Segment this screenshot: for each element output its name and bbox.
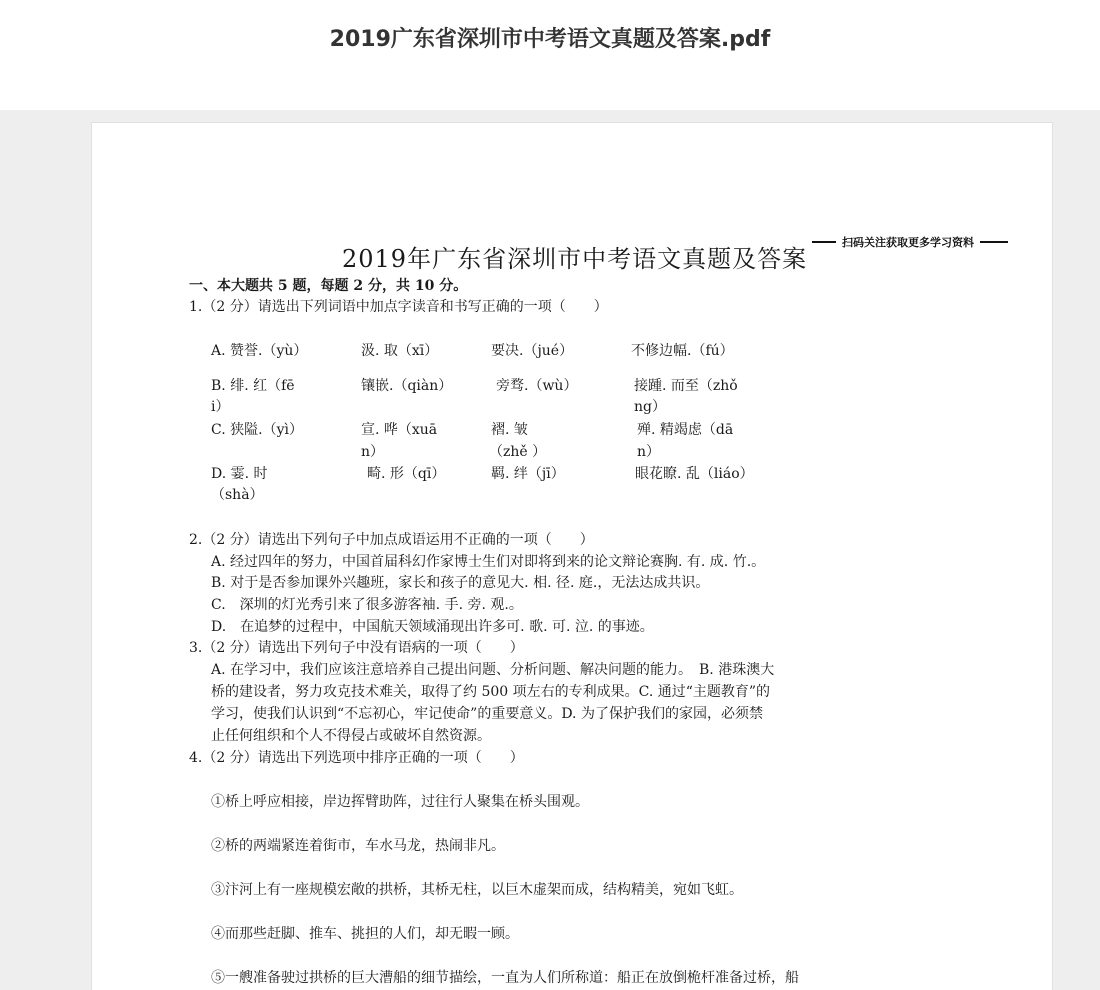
q1-option-d1: D. 霎. 时 bbox=[211, 466, 268, 482]
q1-option-a1: A. 赞誉.（yù） bbox=[211, 343, 308, 359]
q4-stem: 4.（2 分）请选出下列选项中排序正确的一项（ ） bbox=[189, 750, 524, 766]
q4-sentence-2: ②桥的两端紧连着街市，车水马龙，热闹非凡。 bbox=[211, 838, 505, 854]
q2-option-b: B. 对于是否参加课外兴趣班，家长和孩子的意见大. 相. 径. 庭.，无法达成共识。 bbox=[211, 575, 710, 591]
q1-option-c2: 宣. 哗（xuā bbox=[361, 422, 438, 438]
qr-note bbox=[812, 234, 1008, 250]
q3-body-line-4: 止任何组织和个人不得侵占或破坏自然资源。 bbox=[211, 728, 491, 744]
q2-option-c: C. 深圳的灯光秀引来了很多游客袖. 手. 旁. 观.。 bbox=[211, 597, 523, 613]
q1-option-a4: 不修边幅.（fú） bbox=[631, 343, 734, 359]
q3-body-line-3: 学习，使我们认识到“不忘初心，牢记使命”的重要意义。D. 为了保护我们的家园，必须禁 bbox=[211, 706, 763, 722]
q4-sentence-4: ④而那些赶脚、推车、挑担的人们，却无暇一顾。 bbox=[211, 926, 519, 942]
q1-option-b3: 旁骛.（wù） bbox=[496, 378, 578, 394]
q1-option-c1: C. 狭隘.（yì） bbox=[211, 422, 303, 438]
q1-option-c3: 褶. 皱 bbox=[491, 422, 528, 438]
q3-stem: 3.（2 分）请选出下列句子中没有语病的一项（ ） bbox=[189, 640, 524, 656]
q1-option-d1-wrap: （shà） bbox=[211, 487, 264, 503]
q1-option-b4: 接踵. 而至（zhǒ bbox=[634, 378, 738, 394]
q3-body-line-1: A. 在学习中，我们应该注意培养自己提出问题、分析问题、解决问题的能力。 B. 港珠澳大 bbox=[211, 662, 775, 678]
q1-stem: 1.（2 分）请选出下列词语中加点字读音和书写正确的一项（ ） bbox=[189, 299, 608, 315]
q3-body-line-2: 桥的建设者，努力攻克技术难关，取得了约 500 项左右的专利成果。C. 通过“主题教育”的 bbox=[211, 684, 771, 700]
q1-option-a2: 汲. 取（xī） bbox=[361, 343, 439, 359]
qr-note-left-rule bbox=[812, 241, 836, 243]
q1-option-d3: 羁. 绊（jī） bbox=[491, 466, 565, 482]
document-title: 2019广东省深圳市中考语文真题及答案.pdf bbox=[329, 27, 771, 52]
q1-option-d2: 畸. 形（qī） bbox=[367, 466, 446, 482]
q1-option-c3-wrap: （zhě ） bbox=[489, 444, 547, 460]
section-heading: 一、本大题共 5 题，每题 2 分，共 10 分。 bbox=[189, 278, 468, 294]
q1-option-c4-wrap: n） bbox=[637, 444, 661, 460]
q1-option-b4-wrap: ng） bbox=[634, 399, 666, 415]
pdf-page bbox=[91, 122, 1053, 990]
q1-option-b2: 镶嵌.（qiàn） bbox=[361, 378, 453, 394]
q1-option-b1-wrap: i） bbox=[211, 399, 230, 415]
document-viewport[interactable] bbox=[0, 110, 1100, 990]
q2-option-d: D. 在追梦的过程中，中国航天领域涌现出许多可. 歌. 可. 泣. 的事迹。 bbox=[211, 619, 654, 635]
q2-stem: 2.（2 分）请选出下列句子中加点成语运用不正确的一项（ ） bbox=[189, 532, 594, 548]
qr-note-text: 扫码关注获取更多学习资料 bbox=[842, 236, 974, 249]
q1-option-d4: 眼花瞭. 乱（liáo） bbox=[635, 466, 754, 482]
q4-sentence-5: ⑤一艘准备驶过拱桥的巨大漕船的细节描绘，一直为人们所称道：船正在放倒桅杆准备过桥，船 bbox=[211, 970, 799, 986]
q4-sentence-3: ③汴河上有一座规模宏敞的拱桥，其桥无柱，以巨木虚架而成，结构精美，宛如飞虹。 bbox=[211, 882, 743, 898]
q2-option-a: A. 经过四年的努力，中国首届科幻作家博士生们对即将到来的论文辩论赛胸. 有. 成. 竹.。 bbox=[211, 554, 766, 570]
q4-sentence-1: ①桥上呼应相接，岸边挥臂助阵，过往行人聚集在桥头围观。 bbox=[211, 794, 589, 810]
q1-option-c4: 殚. 精竭虑（dā bbox=[637, 422, 734, 438]
viewer-header bbox=[0, 0, 1100, 110]
q1-option-a3: 要决.（jué） bbox=[491, 343, 574, 359]
q1-option-c2-wrap: n） bbox=[361, 444, 385, 460]
q1-option-b1: B. 绯. 红（fē bbox=[211, 378, 295, 394]
paper-title: 2019年广东省深圳市中考语文真题及答案 bbox=[342, 245, 808, 273]
qr-note-right-rule bbox=[980, 241, 1008, 243]
